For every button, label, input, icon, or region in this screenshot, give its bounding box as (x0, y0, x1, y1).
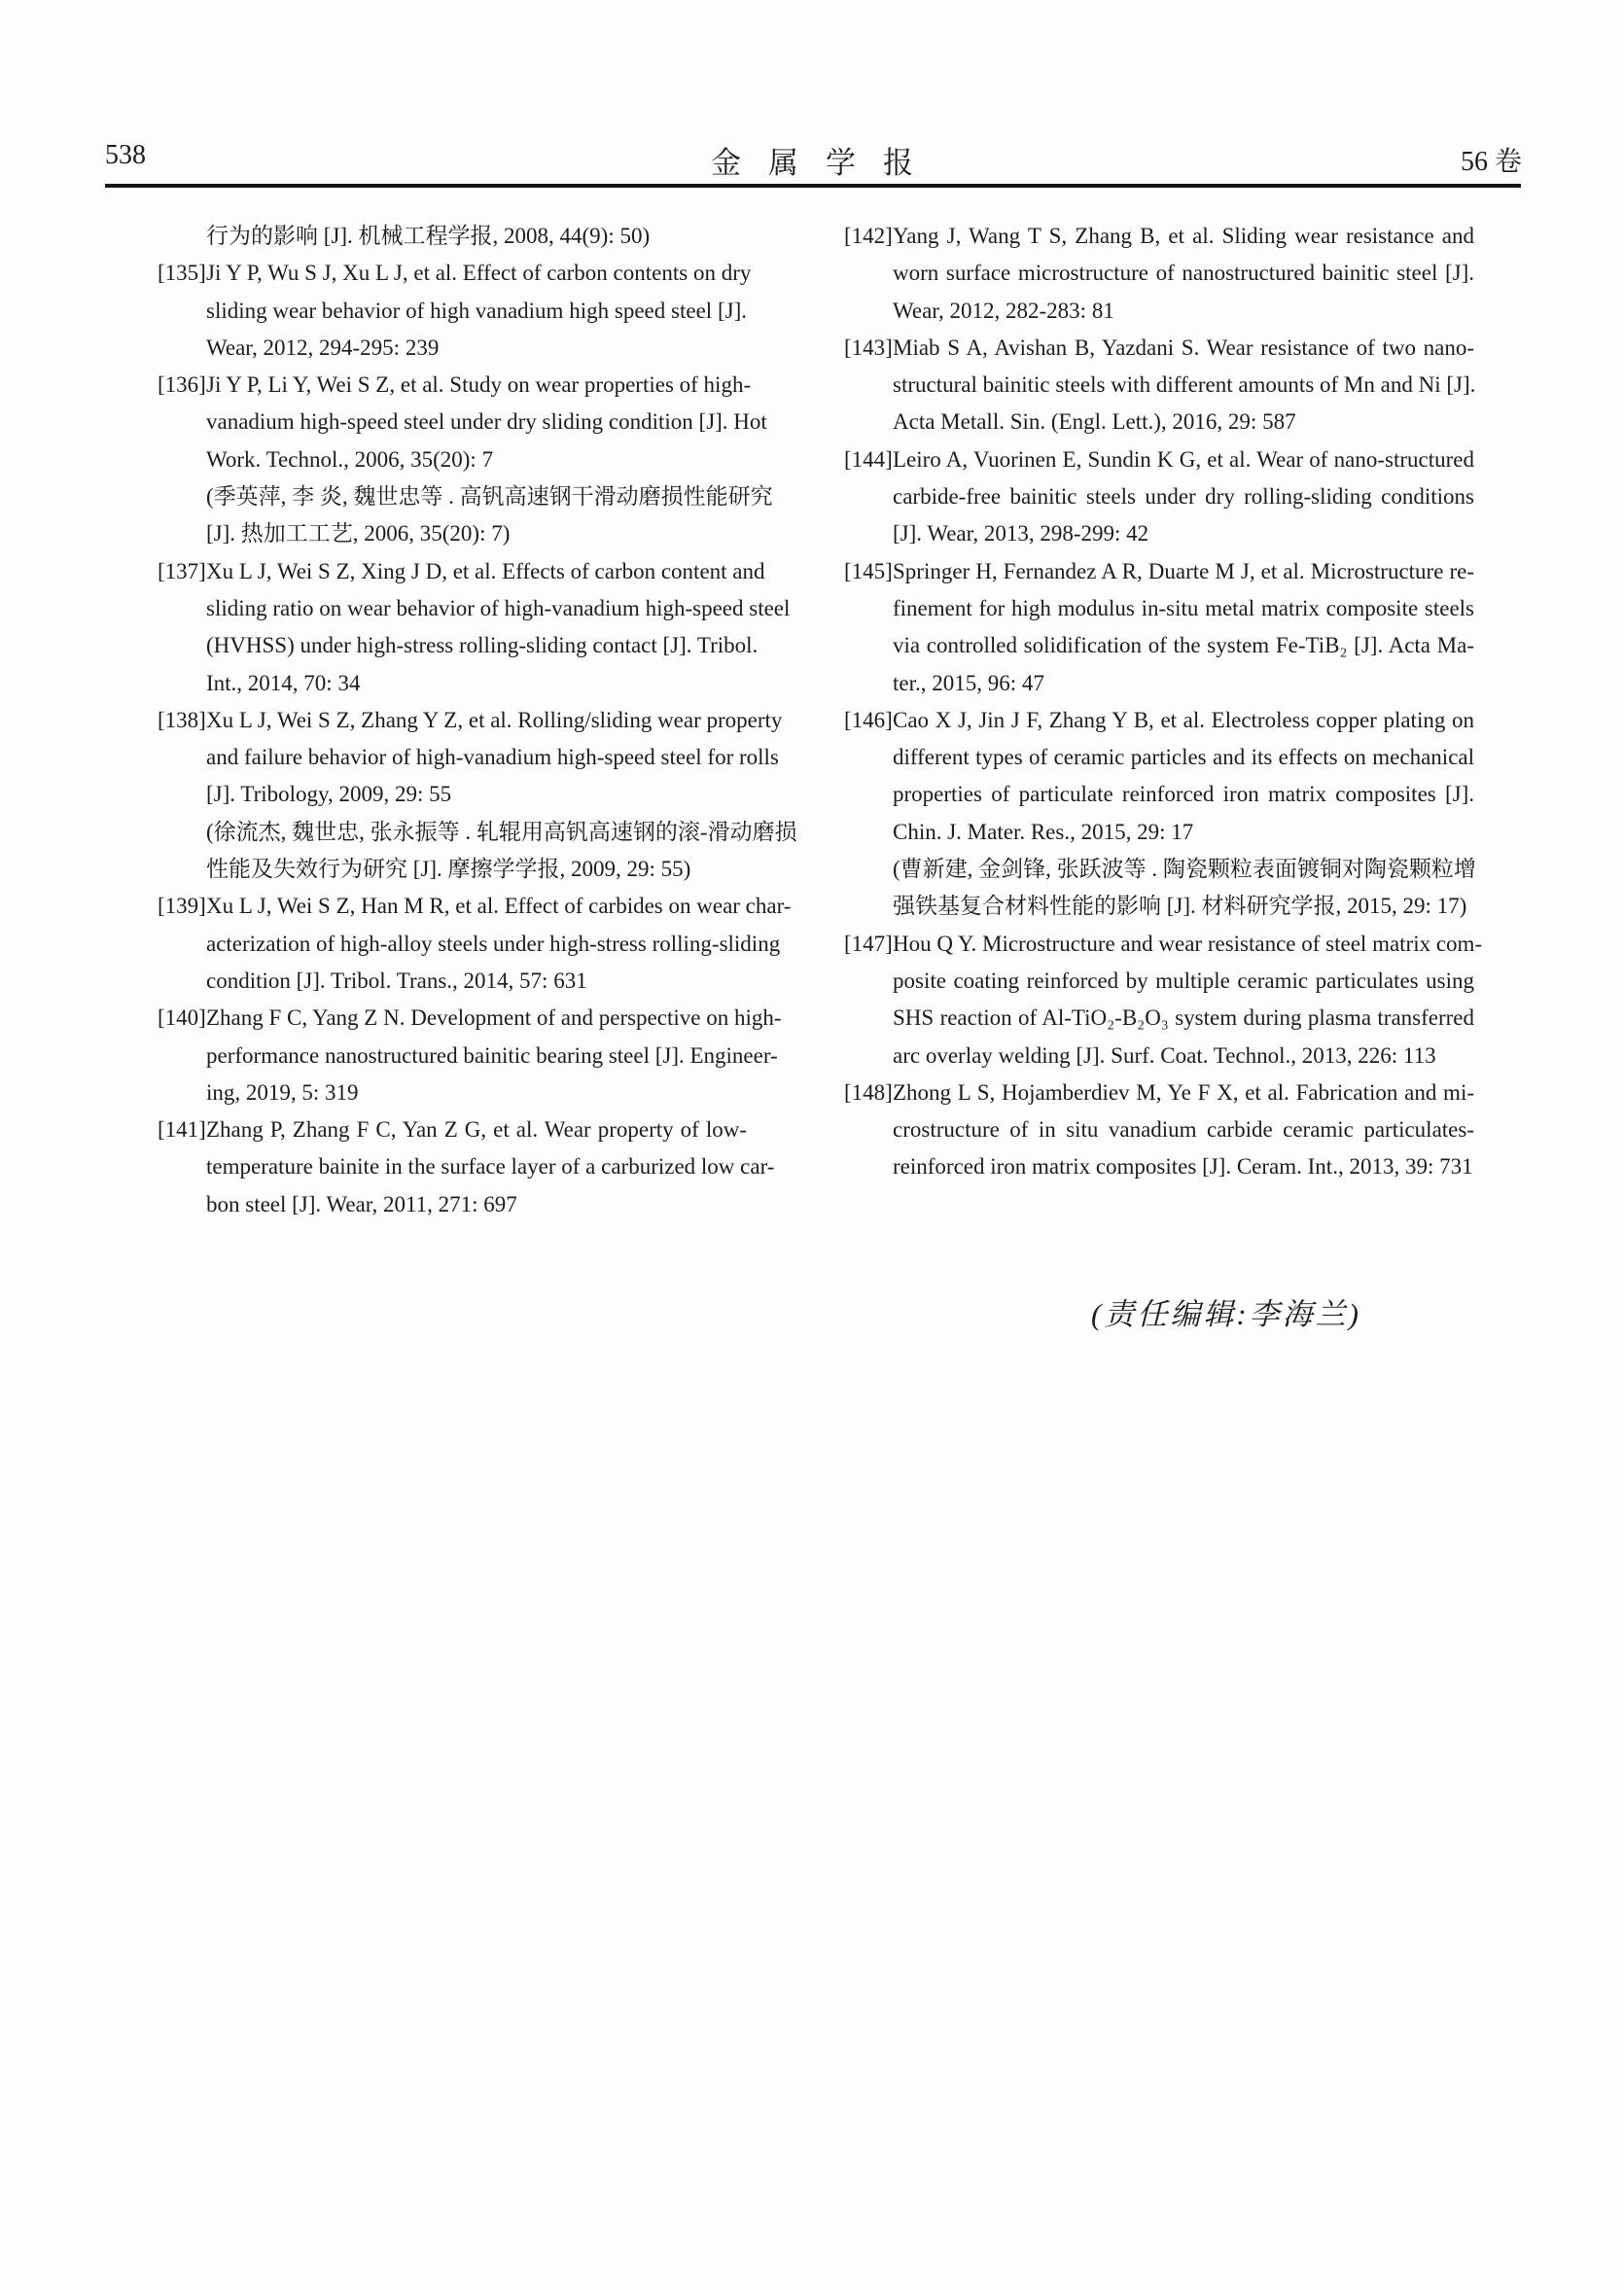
reference-number: [142] (844, 224, 893, 248)
reference-line: posite coating reinforced by multiple ceramic particulates using (893, 968, 1474, 993)
reference-line: (徐流杰, 魏世忠, 张永振等 . 轧辊用高钒高速钢的滚-滑动磨损 (206, 819, 797, 844)
reference-line: Hou Q Y. Microstructure and wear resistance of steel matrix com- (893, 931, 1483, 956)
reference-item (844, 702, 1474, 926)
reference-line: arc overlay welding [J]. Surf. Coat. Technol., 2013, 226: 113 (893, 1042, 1436, 1068)
reference-item (844, 218, 1474, 330)
reference-line: bon steel [J]. Wear, 2011, 271: 697 (206, 1191, 517, 1216)
reference-line: Acta Metall. Sin. (Engl. Lett.), 2016, 29: 587 (893, 409, 1296, 435)
reference-item (158, 255, 752, 367)
responsible-editor-note: (责任编辑:李海兰) (1091, 1297, 1361, 1331)
reference-item (158, 888, 792, 1000)
reference-line: carbide-free bainitic steels under dry rolling-sliding conditions (893, 484, 1474, 510)
reference-line: Zhang F C, Yang Z N. Development of and perspective on high- (206, 1005, 782, 1031)
reference-line: Xu L J, Wei S Z, Han M R, et al. Effect of carbides on wear char- (206, 894, 792, 919)
reference-line: different types of ceramic particles and its effects on mechanical (893, 745, 1474, 770)
reference-line: Ji Y P, Wu S J, Xu L J, et al. Effect of carbon contents on dry (206, 261, 752, 286)
reference-line: via controlled solidification of the system Fe-TiB₂ [J]. Acta Ma- (893, 633, 1474, 658)
reference-number: [138] (158, 707, 206, 732)
reference-line: condition [J]. Tribol. Trans., 2014, 57: 631 (206, 968, 587, 993)
reference-line: structural bainitic steels with different amounts of Mn and Ni [J]. (893, 372, 1476, 398)
reference-item (158, 1111, 775, 1223)
reference-line: performance nanostructured bainitic bearing steel [J]. Engineer- (206, 1042, 778, 1068)
reference-item (158, 553, 791, 702)
reference-line: 强铁基复合材料性能的影响 [J]. 材料研究学报, 2015, 29: 17) (893, 894, 1467, 919)
reference-line: properties of particulate reinforced iron matrix composites [J]. (893, 782, 1474, 807)
reference-line: finement for high modulus in-situ metal matrix composite steels (893, 595, 1474, 620)
reference-item (844, 1075, 1474, 1186)
reference-item (844, 926, 1483, 1075)
reference-item (844, 330, 1474, 441)
reference-line: Leiro A, Vuorinen E, Sundin K G, et al. Wear of nano-structured (893, 446, 1474, 472)
reference-line: Xu L J, Wei S Z, Zhang Y Z, et al. Rolling/sliding wear property (206, 707, 783, 732)
reference-line: crostructure of in situ vanadium carbide ceramic particulates- (893, 1117, 1474, 1143)
reference-item (844, 553, 1474, 702)
reference-line: Yang J, Wang T S, Zhang B, et al. Sliding wear resistance and (893, 224, 1474, 248)
reference-line: [J]. 热加工工艺, 2006, 35(20): 7) (206, 521, 511, 546)
reference-number: [135] (158, 261, 206, 286)
reference-line: Wear, 2012, 294-295: 239 (206, 335, 440, 360)
reference-line: Zhang P, Zhang F C, Yan Z G, et al. Wear property of low- (206, 1117, 747, 1143)
reference-number: [137] (158, 558, 206, 583)
reference-number: [148] (844, 1079, 893, 1105)
reference-number: [144] (844, 446, 893, 472)
references-right-column (844, 218, 1483, 1186)
reference-number: [141] (158, 1117, 206, 1143)
reference-line: Miab S A, Avishan B, Yazdani S. Wear resistance of two nano- (893, 335, 1474, 360)
reference-line: Work. Technol., 2006, 35(20): 7 (206, 446, 494, 472)
reference-line: Wear, 2012, 282-283: 81 (893, 298, 1114, 323)
reference-line: Chin. J. Mater. Res., 2015, 29: 17 (893, 819, 1194, 844)
reference-line: (HVHSS) under high-stress rolling-sliding contact [J]. Tribol. (206, 633, 759, 658)
volume-number: 56 卷 (1460, 147, 1522, 177)
reference-item (844, 441, 1474, 553)
reference-line: Springer H, Fernandez A R, Duarte M J, et al. Microstructure re- (893, 558, 1474, 583)
reference-line: temperature bainite in the surface layer of a carburized low car- (206, 1154, 775, 1180)
journal-title: 金属学报 (711, 146, 940, 180)
reference-line: Int., 2014, 70: 34 (206, 670, 361, 695)
reference-number: [140] (158, 1005, 206, 1031)
reference-line: (季英萍, 李 炎, 魏世忠等 . 高钒高速钢干滑动磨损性能研究 (206, 484, 773, 510)
reference-line: (曹新建, 金剑锋, 张跃波等 . 陶瓷颗粒表面镀铜对陶瓷颗粒增 (893, 857, 1476, 882)
reference-line: SHS reaction of Al-TiO₂-B₂O₃ system during plasma transferred (893, 1005, 1474, 1031)
reference-item (158, 367, 773, 552)
reference-number: [136] (158, 372, 206, 398)
reference-line: vanadium high-speed steel under dry sliding condition [J]. Hot (206, 409, 767, 435)
reference-number: [147] (844, 931, 893, 956)
reference-item (158, 702, 797, 888)
page-number: 538 (105, 140, 146, 170)
reference-line: sliding ratio on wear behavior of high-vanadium high-speed steel (206, 595, 791, 620)
reference-number: [146] (844, 707, 893, 732)
reference-number: [143] (844, 335, 893, 360)
reference-line: worn surface microstructure of nanostructured bainitic steel [J]. (893, 261, 1474, 286)
reference-line: reinforced iron matrix composites [J]. Ceram. Int., 2013, 39: 731 (893, 1154, 1473, 1180)
reference-line: 性能及失效行为研究 [J]. 摩擦学学报, 2009, 29: 55) (206, 857, 691, 882)
reference-number: [139] (158, 894, 206, 919)
reference-line: Ji Y P, Li Y, Wei S Z, et al. Study on wear properties of high- (206, 372, 752, 398)
reference-line: ter., 2015, 96: 47 (893, 670, 1044, 695)
reference-line: [J]. Wear, 2013, 298-299: 42 (893, 521, 1149, 546)
reference-line: Xu L J, Wei S Z, Xing J D, et al. Effects of carbon content and (206, 558, 765, 583)
reference-line: 行为的影响 [J]. 机械工程学报, 2008, 44(9): 50) (206, 224, 651, 248)
reference-item (158, 218, 747, 255)
references-left-column (158, 218, 797, 1223)
reference-line: Zhong L S, Hojamberdiev M, Ye F X, et al. Fabrication and mi- (893, 1079, 1474, 1105)
reference-line: acterization of high-alloy steels under high-stress rolling-sliding (206, 931, 781, 956)
reference-number: [145] (844, 558, 893, 583)
header-divider (105, 184, 1521, 188)
reference-line: and failure behavior of high-vanadium high-speed steel for rolls (206, 745, 779, 770)
reference-line: ing, 2019, 5: 319 (206, 1079, 359, 1105)
reference-item (158, 1000, 782, 1111)
reference-line: [J]. Tribology, 2009, 29: 55 (206, 782, 452, 807)
reference-line: sliding wear behavior of high vanadium high speed steel [J]. (206, 298, 747, 323)
reference-line: Cao X J, Jin J F, Zhang Y B, et al. Electroless copper plating on (893, 707, 1474, 732)
